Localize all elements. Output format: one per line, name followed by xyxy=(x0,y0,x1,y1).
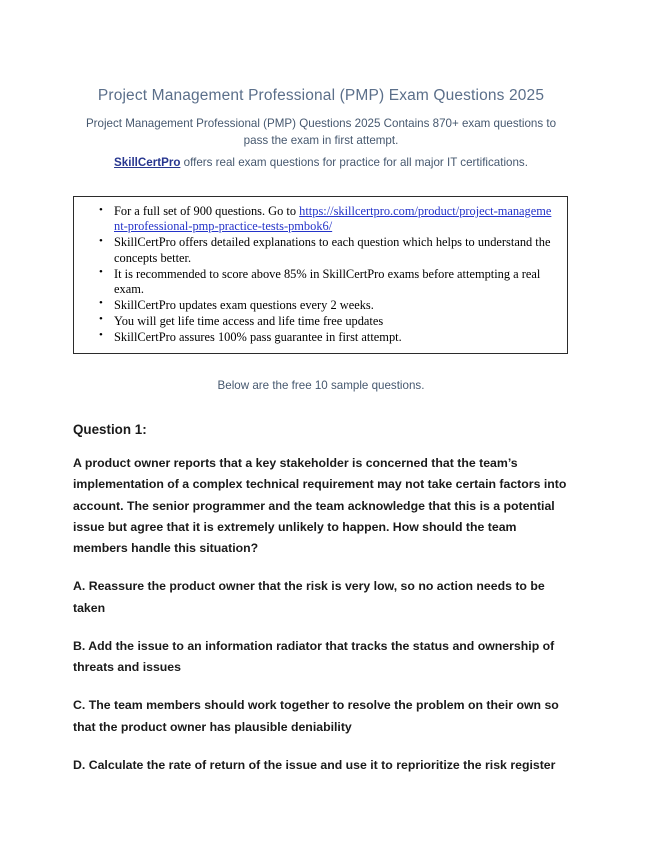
list-item xyxy=(114,298,557,313)
info-bullet-list xyxy=(84,204,557,345)
document-header xyxy=(73,86,569,171)
list-item xyxy=(114,330,557,345)
answer-option-a[interactable]: A. Reassure the product owner that the risk is very low, so no action needs to be taken xyxy=(73,579,545,615)
bullet-text: It is recommended to score above 85% in SkillCertPro exams before attempting a real exam. xyxy=(114,266,541,296)
bullet-text: SkillCertPro updates exam questions every 2 weeks. xyxy=(114,297,374,312)
question-heading: Question 1: xyxy=(73,422,147,437)
info-box xyxy=(73,196,568,354)
list-item xyxy=(114,235,557,266)
list-item xyxy=(114,314,557,329)
page-title: Project Management Professional (PMP) Exam Questions 2025 xyxy=(97,87,545,104)
answer-option-c[interactable]: C. The team members should work together to resolve the problem on their own so that the product owner has plausible deniability xyxy=(73,698,559,734)
sample-questions-note: Below are the free 10 sample questions. xyxy=(217,379,425,392)
tagline-text: offers real exam questions for practice for all major IT certifications. xyxy=(180,155,528,169)
bullet-text: You will get life time access and life time free updates xyxy=(114,313,384,328)
bullet-text: For a full set of 900 questions. Go to xyxy=(114,204,300,218)
list-item xyxy=(114,204,557,235)
answer-option-b[interactable]: B. Add the issue to an information radiator that tracks the status and ownership of threats and issues xyxy=(73,638,555,675)
question-block xyxy=(73,422,573,776)
bullet-text: SkillCertPro offers detailed explanations to each question which helps to understand the concepts better. xyxy=(114,235,551,265)
bullet-text: SkillCertPro assures 100% pass guarantee in first attempt. xyxy=(114,329,402,344)
answer-option-d[interactable]: D. Calculate the rate of return of the issue and use it to reprioritize the risk register xyxy=(73,757,556,772)
product-url-link[interactable]: https://skillcertpro.com/product/project-management-professional-pmp-practice-tests-pmbok6/ xyxy=(114,204,552,234)
question-stem: A product owner reports that a key stakeholder is concerned that the team’s implementation of a complex technical requirement may not take certain factors into account. The senior programmer and the team acknowledge that this is a potential issue but agree that it is extremely unlikely to happen. How should the team members handle this situation? xyxy=(73,456,567,556)
skillcertpro-brand-link[interactable]: SkillCertPro xyxy=(114,155,181,169)
list-item xyxy=(114,267,557,298)
document-tagline xyxy=(73,155,569,172)
document-subtitle: Project Management Professional (PMP) Questions 2025 Contains 870+ exam questions to pass the exam in first attempt. xyxy=(85,116,557,147)
